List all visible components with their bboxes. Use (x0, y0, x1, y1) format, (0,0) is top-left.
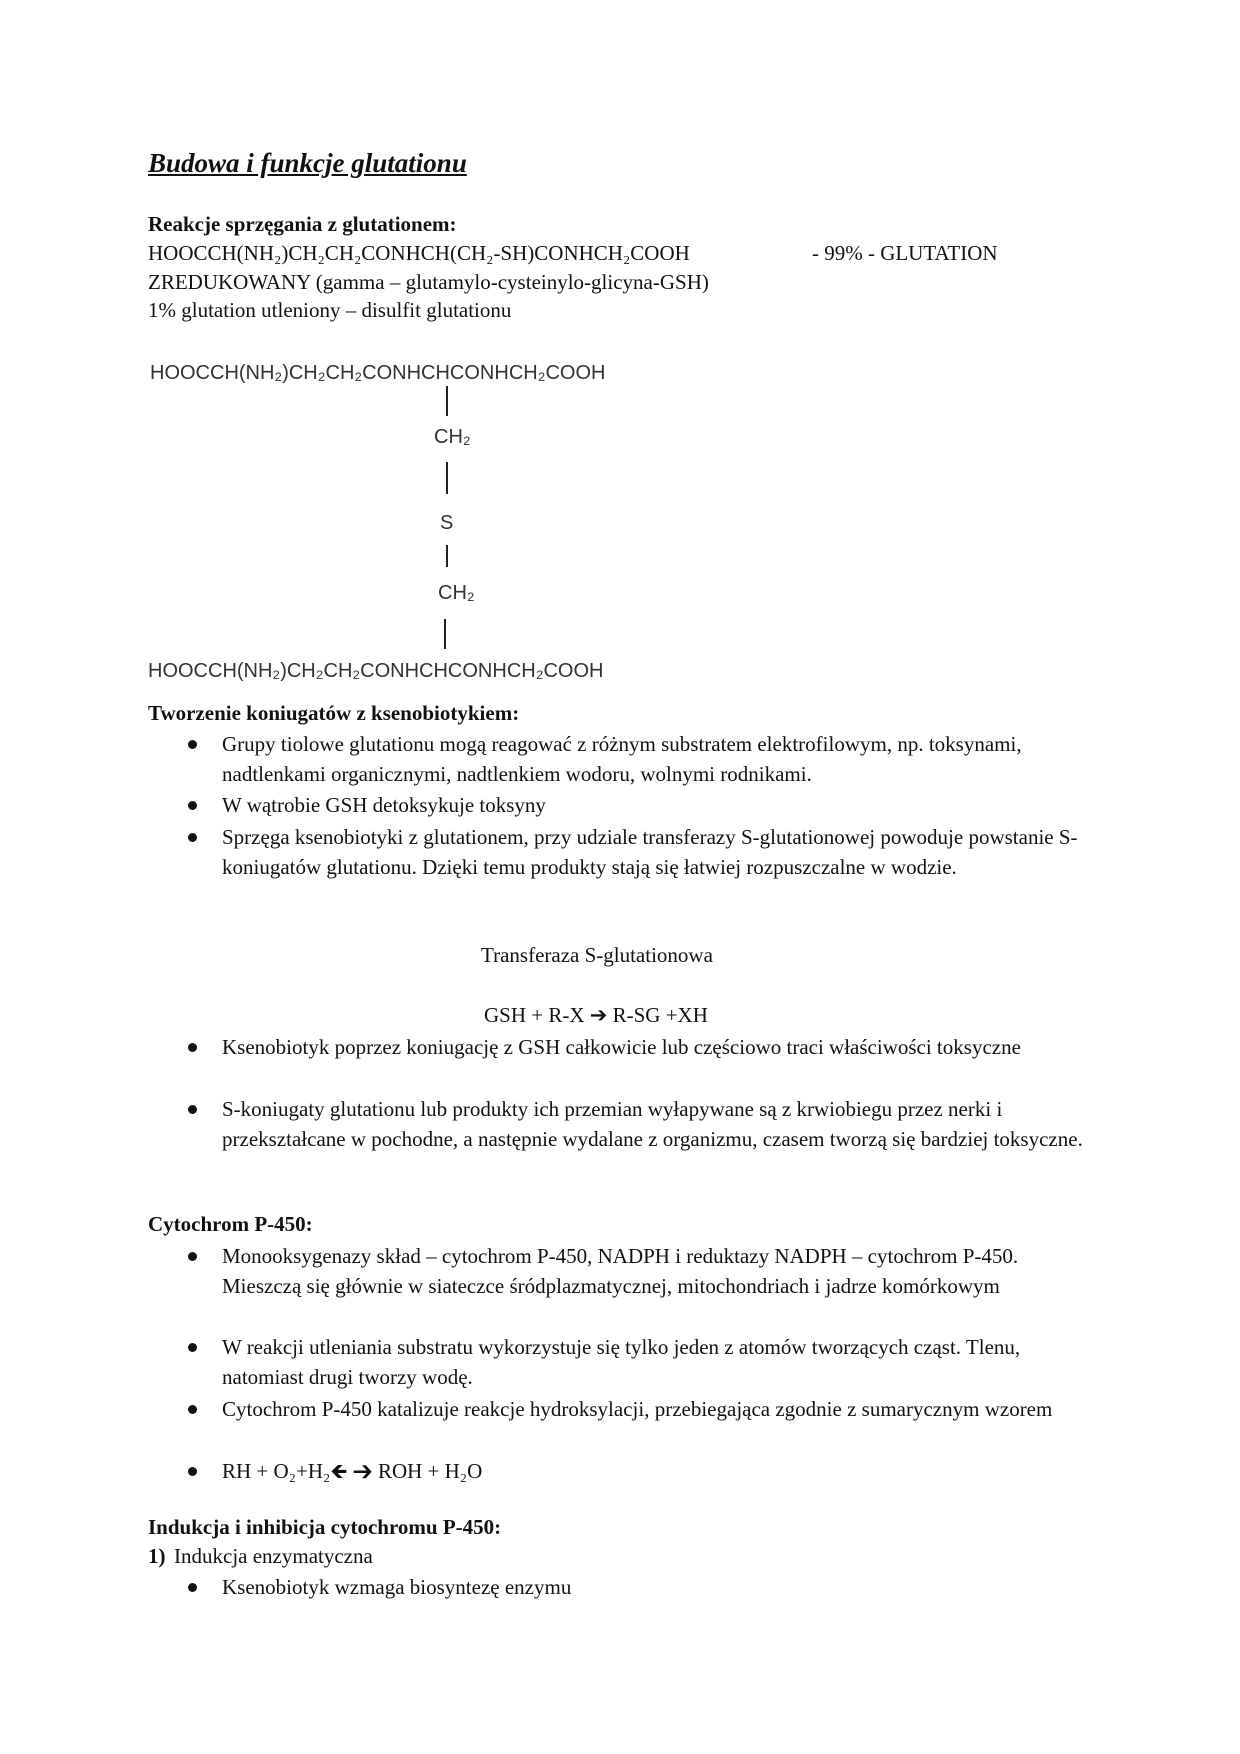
bullet-icon (188, 1105, 197, 1114)
bullet-icon (188, 1583, 197, 1592)
bullet-icon (188, 1405, 197, 1414)
structure-sulfur: S (440, 512, 454, 534)
bullet-icon (188, 1467, 197, 1476)
page-title: Budowa i funkcje glutationu (148, 148, 467, 178)
list-number: 1) (148, 1544, 166, 1568)
list-item: Cytochrom P-450 katalizuje reakcje hydroksylacji, przebiegająca zgodnie z sumarycznym wzorem (222, 1397, 1053, 1421)
structure-top-formula: HOOCCH(NH₂)CH₂CH₂CONHCHCONHCH₂COOH (150, 362, 606, 384)
formula-reduced-note: - 99% - GLUTATION (812, 241, 998, 265)
list-item: Sprzęga ksenobiotyki z glutationem, przy udziale transferazy S-glutationowej powoduje powstanie S-koniugatów glutationu. Dzięki temu produkty stają się łatwiej rozpuszczalne w wodzie. (222, 825, 1078, 879)
bond-line (446, 386, 448, 416)
list-item: W wątrobie GSH detoksykuje toksyny (222, 793, 546, 817)
bullet-icon (188, 1043, 197, 1052)
glutathione-oxidized-line: 1% glutation utleniony – disulfit glutationu (148, 298, 512, 322)
bullet-icon (188, 801, 197, 810)
bullet-icon (188, 1252, 197, 1261)
glutathione-reduced-line: ZREDUKOWANY (gamma – glutamylo-cysteinylo-glicyna-GSH) (148, 270, 709, 294)
structure-bottom-formula: HOOCCH(NH₂)CH₂CH₂CONHCHCONHCH₂COOH (148, 660, 604, 682)
bond-line (446, 545, 448, 567)
bullet-icon (188, 833, 197, 842)
numbered-item-label: Indukcja enzymatyczna (174, 1544, 373, 1568)
enzyme-label: Transferaza S-glutationowa (481, 943, 713, 967)
section-heading-sprzeganie: Reakcje sprzęgania z glutationem: (148, 212, 457, 236)
list-item: Ksenobiotyk wzmaga biosyntezę enzymu (222, 1575, 572, 1599)
list-item: W reakcji utleniania substratu wykorzystuje się tylko jeden z atomów tworzących cząst. Tlenu, natomiast drugi tworzy wodę. (222, 1335, 1021, 1389)
list-item: Grupy tiolowe glutationu mogą reagować z różnym substratem elektrofilowym, np. toksynami, nadtlenkami organicznymi, nadtlenkiem wodoru, wolnymi rodnikami. (222, 732, 1022, 786)
section-heading-indukcja: Indukcja i inhibicja cytochromu P-450: (148, 1515, 502, 1539)
reaction-equation: GSH + R-X ➔ R-SG +XH (484, 1003, 708, 1027)
list-item: Ksenobiotyk poprzez koniugację z GSH całkowicie lub częściowo traci właściwości toksyczne (222, 1035, 1021, 1059)
bullet-icon (188, 1343, 197, 1352)
bond-line (446, 462, 448, 494)
structure-ch2-top: CH₂ (434, 426, 471, 448)
bond-line (444, 619, 446, 649)
list-item: RH + O₂+H₂🡸 ➔ ROH + H₂O (222, 1459, 483, 1483)
section-heading-cytochrom: Cytochrom P-450: (148, 1212, 313, 1236)
bullet-icon (188, 740, 197, 749)
formula-reduced: HOOCCH(NH₂)CH₂CH₂CONHCH(CH₂-SH)CONHCH₂COOH (148, 241, 690, 265)
section-heading-koniugaty: Tworzenie koniugatów z ksenobiotykiem: (148, 701, 520, 725)
structure-ch2-bottom: CH₂ (438, 582, 475, 604)
list-item: S-koniugaty glutationu lub produkty ich przemian wyłapywane są z krwiobiegu przez nerki i przekształcane w pochodne, a następnie wydalane z organizmu, czasem tworzą się bardziej toksyczne. (222, 1097, 1083, 1151)
list-item: Monooksygenazy skład – cytochrom P-450, NADPH i reduktazy NADPH – cytochrom P-450. Mieszczą się głównie w siateczce śródplazmatycznej, mitochondriach i jadrze komórkowym (222, 1244, 1019, 1298)
